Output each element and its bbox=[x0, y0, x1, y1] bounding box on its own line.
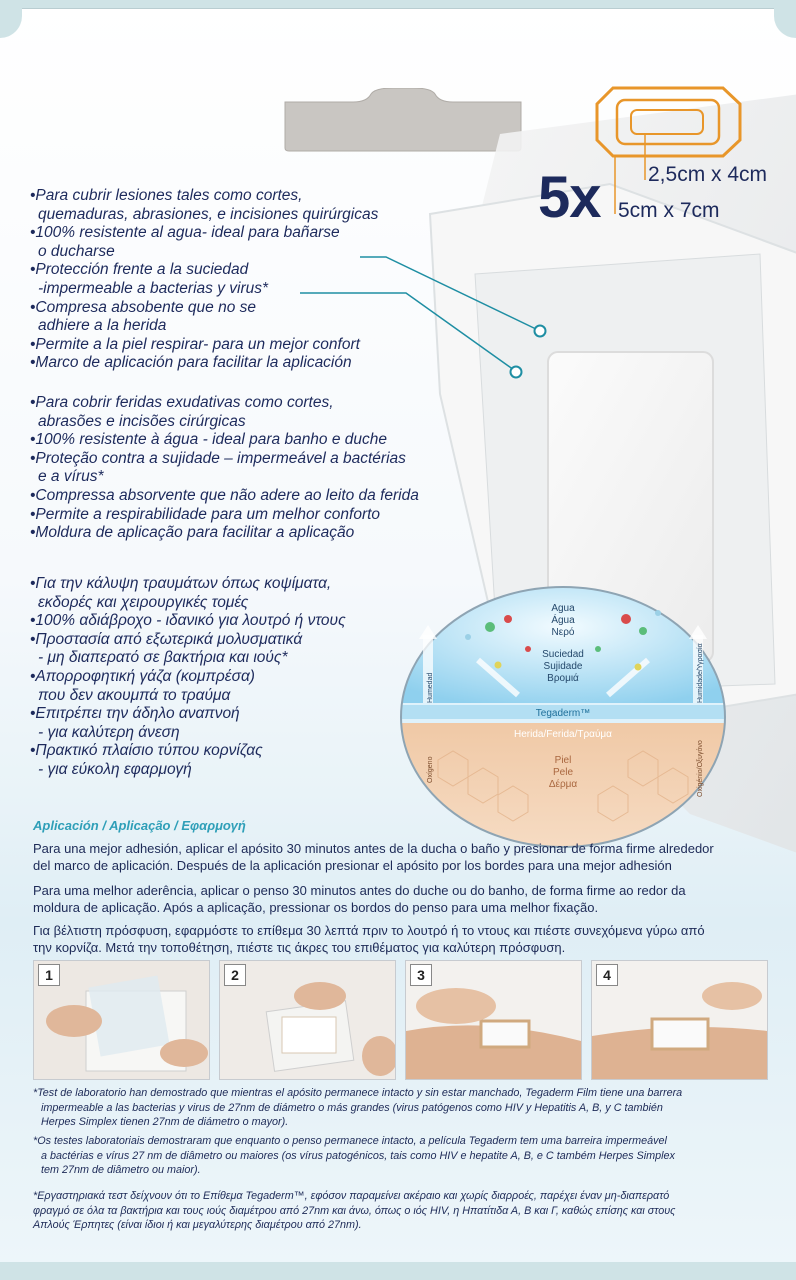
water-el: Νερό bbox=[551, 627, 575, 638]
footnote-line: Απλούς Έρπητες (είναι ίδιοι ή και μεγαλύτερης διαμέτρου από 27nm). bbox=[33, 1219, 362, 1232]
footnote-portuguese bbox=[33, 1134, 778, 1178]
footnote-line: *Test de laboratorio han demostrado que mientras el apósito permanece intacto y sin estar manchado, Tegaderm Film tiene una barrera bbox=[33, 1087, 683, 1099]
bullet-line: - για εύκολη εφαρμογή bbox=[38, 760, 192, 778]
bullet-line: •Proteção contra a sujidade – impermeável a bactérias bbox=[30, 449, 406, 467]
bullet-line: •Επιτρέπει την άδηλο αναπνοή bbox=[30, 705, 240, 723]
bullet-line: - για καλύτερη άνεση bbox=[38, 723, 180, 741]
step-number: 3 bbox=[410, 964, 432, 986]
bullet-line: •Απορροφητική γάζα (κομπρέσα) bbox=[30, 667, 255, 685]
tegaderm-layer-label: Tegaderm™ bbox=[535, 708, 591, 719]
bullet-line: που δεν ακουμπά το τραύμα bbox=[38, 686, 231, 704]
footnote-spanish bbox=[33, 1086, 778, 1130]
step-2-image bbox=[220, 961, 395, 1079]
dirt-pt: Sujidade bbox=[543, 661, 583, 672]
bullet-line: •Para cobrir feridas exudativas como cortes, bbox=[30, 394, 334, 411]
bottom-edge bbox=[0, 1262, 796, 1280]
bullet-line: e a vírus* bbox=[38, 468, 104, 486]
application-title: Aplicación / Aplicação / Εφαρμογή bbox=[33, 818, 246, 833]
footnote-line: a bactérias e vírus 27 nm de diâmetro ou maiores (os vírus patogénicos, tais como HIV e hepatite A, B, e C também Herpes Simplex bbox=[41, 1149, 675, 1162]
step-number: 2 bbox=[224, 964, 246, 986]
bullet-line: - μη διαπερατό σε βακτήρια και ιούς* bbox=[38, 649, 288, 667]
oxygen-right-label: Oxigénio/Οξυγόνο bbox=[697, 740, 704, 797]
step-4-photo bbox=[591, 960, 768, 1080]
footnote-line: Herpes Simplex tienen 27nm de diámetro o mayor). bbox=[41, 1116, 289, 1129]
bullet-line: •Protección frente a la suciedad bbox=[30, 261, 249, 279]
instructions-portuguese bbox=[33, 882, 773, 916]
instruction-line: del marco de aplicación. Después de la aplicación presionar el apósito por los bordes para una mejor adhesión bbox=[33, 858, 672, 873]
footnote-line: *Os testes laboratoriais demostraram que enquanto o penso permanece intacto, a película Tegaderm tem uma barreira impermeável bbox=[33, 1135, 667, 1147]
size-small-label: 2,5cm x 4cm bbox=[648, 163, 768, 186]
step-3-image bbox=[406, 961, 581, 1079]
wound-label: Herida/Ferida/Τραύμα bbox=[514, 729, 612, 740]
bullet-line: εκδορές και χειρουργικές τομές bbox=[38, 593, 249, 611]
step-1-image bbox=[34, 961, 209, 1079]
features-spanish bbox=[30, 187, 460, 373]
water-pt: Água bbox=[551, 615, 575, 626]
barrier-diagram bbox=[398, 585, 728, 850]
step-2-photo bbox=[219, 960, 396, 1080]
corner-cut-left bbox=[0, 8, 22, 38]
bullet-line: •100% resistente à água - ideal para banho e duche bbox=[30, 431, 388, 449]
features-greek bbox=[30, 575, 460, 780]
dirt-el: Βρομιά bbox=[547, 673, 579, 684]
footnote-greek bbox=[33, 1189, 778, 1233]
bullet-line: •Permite a respirabilidade para um melhor conforto bbox=[30, 505, 381, 523]
bullet-line: •100% resistente al agua- ideal para bañarse bbox=[30, 224, 340, 242]
step-1-photo bbox=[33, 960, 210, 1080]
instruction-line: moldura de aplicação. Após a aplicação, pressionar os bordos do penso para uma melhor fixação. bbox=[33, 900, 599, 915]
bullet-line: abrasões e incisões cirúrgicas bbox=[38, 412, 246, 430]
bullet-line: •Για την κάλυψη τραυμάτων όπως κοψίματα, bbox=[30, 575, 332, 592]
top-edge bbox=[0, 0, 796, 9]
bullet-line: •Marco de aplicación para facilitar la aplicación bbox=[30, 354, 352, 372]
bullet-line: o ducharse bbox=[38, 242, 115, 260]
instruction-line: Para una mejor adhesión, aplicar el apósito 30 minutos antes de la ducha o baño y presionar de forma firme alrededor bbox=[33, 841, 714, 856]
water-es: Agua bbox=[551, 603, 575, 614]
corner-cut-right bbox=[774, 8, 796, 38]
step-number: 4 bbox=[596, 964, 618, 986]
skin-es: Piel bbox=[554, 755, 572, 766]
bullet-line: •Προστασία από εξωτερικά μολυσματικά bbox=[30, 630, 303, 648]
footnote-line: impermeable a las bacterias y virus de 27nm de diámetro o más grandes (virus patógenos como HIV y Hepatitis A, B, y C también bbox=[41, 1101, 663, 1114]
step-number: 1 bbox=[38, 964, 60, 986]
bullet-line: •Permite a la piel respirar- para un mejor confort bbox=[30, 335, 360, 353]
bullet-line: •100% αδιάβροχο - ιδανικό για λουτρό ή ντους bbox=[30, 612, 346, 630]
application-steps bbox=[33, 960, 767, 1078]
bullet-line: -impermeable a bacterias y virus* bbox=[38, 279, 269, 297]
step-4-image bbox=[592, 961, 767, 1079]
instruction-line: Para uma melhor aderência, aplicar o penso 30 minutos antes do duche ou do banho, de forma firme ao redor da bbox=[33, 883, 686, 898]
dirt-es: Suciedad bbox=[542, 649, 584, 660]
step-3-photo bbox=[405, 960, 582, 1080]
skin-el: Δέρμα bbox=[548, 779, 578, 790]
humidity-left-label: Humedad bbox=[427, 672, 434, 703]
bullet-line: •Compresa absobente que no se bbox=[30, 298, 257, 316]
bullet-line: •Para cubrir lesiones tales como cortes, bbox=[30, 187, 303, 204]
footnote-line: φραγμό σε όλα τα βακτήρια και τους ιούς διαμέτρου από 27nm και άνω, όπως ο ιός HIV, η Ηπατίτιδα Α, Β και Γ, καθώς επίσης και στους bbox=[33, 1204, 676, 1217]
bullet-line: •Compressa absorvente que não adere ao leito da ferida bbox=[30, 486, 419, 504]
skin-pt: Pele bbox=[552, 767, 574, 778]
bullet-line: quemaduras, abrasiones, e incisiones quirúrgicas bbox=[38, 205, 379, 223]
bullet-line: adhiere a la herida bbox=[38, 317, 167, 335]
instructions-greek bbox=[33, 922, 773, 956]
footnote-line: *Εργαστηριακά τεστ δείχνουν ότι το Επίθεμα Tegaderm™, εφόσον παραμείνει ακέραιο και χωρίς διαρροές, παρέχει έναν μη-διαπερατό bbox=[33, 1190, 670, 1202]
oxygen-left-label: Oxígeno bbox=[427, 756, 434, 783]
size-large-label: 5cm x 7cm bbox=[618, 199, 720, 222]
instruction-line: Για βέλτιστη πρόσφυση, εφαρμόστε το επίθεμα 30 λεπτά πριν το λουτρό ή το ντους και πιέστε συνεχόμενα γύρω από bbox=[33, 923, 705, 938]
pack-count: 5x bbox=[538, 165, 601, 230]
bullet-line: •Moldura de aplicação para facilitar a aplicação bbox=[30, 524, 355, 542]
instructions-spanish bbox=[33, 840, 773, 874]
features-portuguese bbox=[30, 394, 460, 543]
footnote-line: tem 27nm de diâmetro ou maior). bbox=[41, 1164, 201, 1177]
instruction-line: την κορνίζα. Μετά την τοποθέτηση, πιέστε τις άκρες του επιθέματος για καλύτερη πρόσφυση. bbox=[33, 940, 566, 955]
humidity-right-label: Humidade/Υγρασία bbox=[697, 643, 704, 703]
bullet-line: •Πρακτικό πλαίσιο τύπου κορνίζας bbox=[30, 742, 263, 760]
